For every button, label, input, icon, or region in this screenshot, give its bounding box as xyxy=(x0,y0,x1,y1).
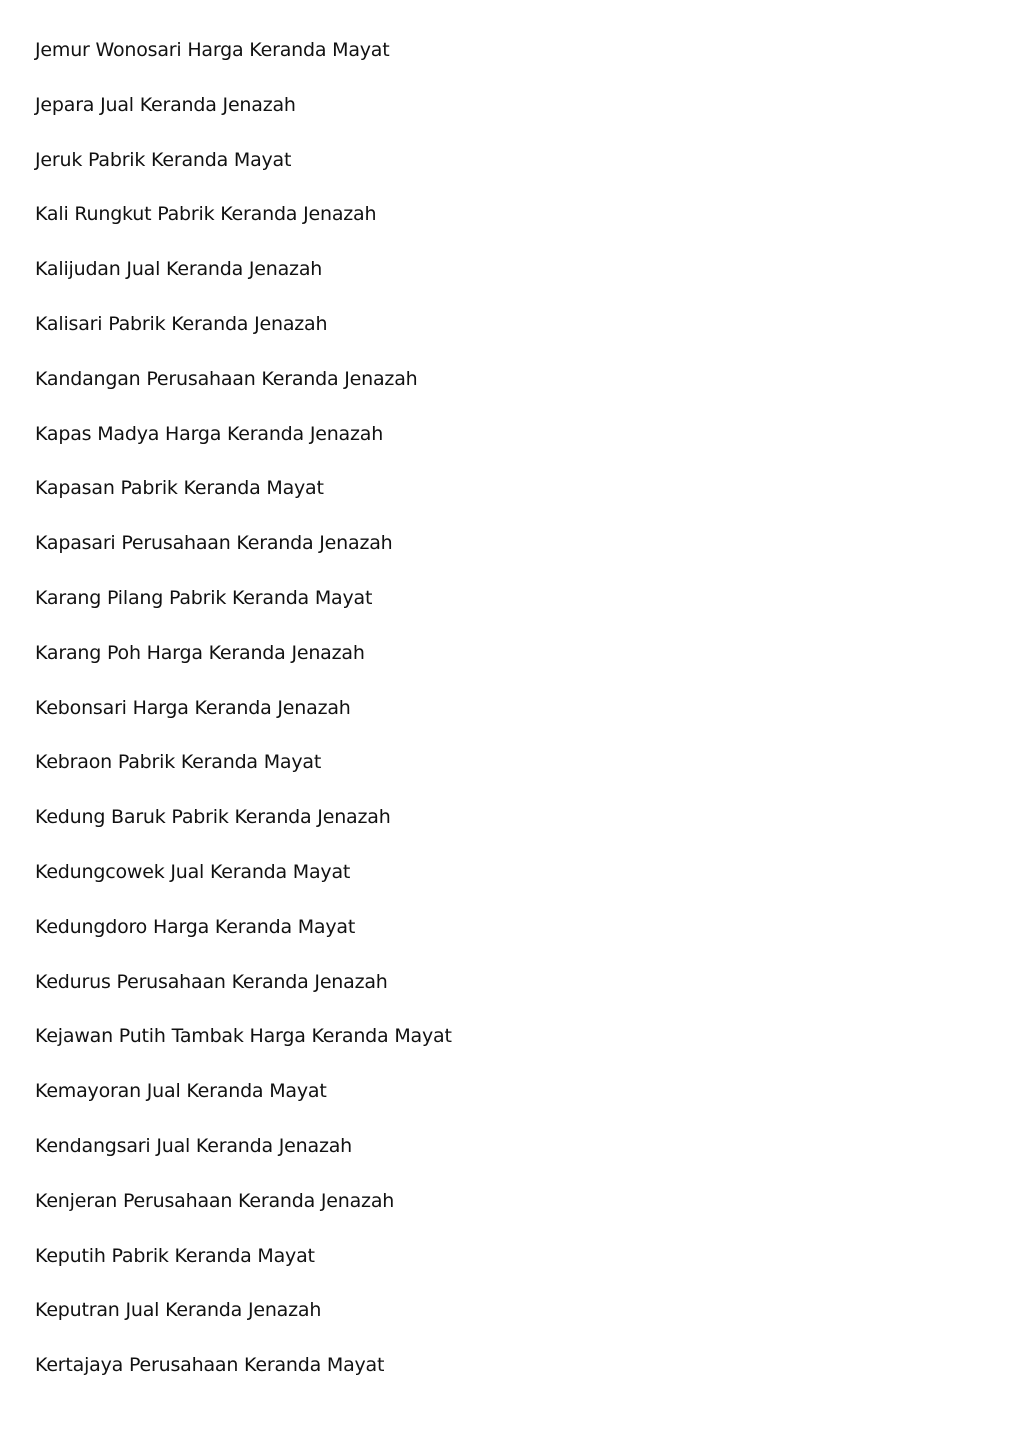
list-item: Kapasan Pabrik Keranda Mayat xyxy=(35,477,324,500)
list-item: Kedungdoro Harga Keranda Mayat xyxy=(35,915,356,938)
list-item: Karang Poh Harga Keranda Jenazah xyxy=(35,641,365,664)
list-item: Kalisari Pabrik Keranda Jenazah xyxy=(35,312,328,335)
list-item: Keputran Jual Keranda Jenazah xyxy=(35,1299,322,1322)
list-item: Kali Rungkut Pabrik Keranda Jenazah xyxy=(35,203,377,226)
list-item: Kertajaya Perusahaan Keranda Mayat xyxy=(35,1354,385,1377)
location-list xyxy=(35,36,452,1406)
list-item: Keputih Pabrik Keranda Mayat xyxy=(35,1244,315,1267)
list-item: Kebraon Pabrik Keranda Mayat xyxy=(35,751,322,774)
list-item: Karang Pilang Pabrik Keranda Mayat xyxy=(35,586,373,609)
list-item: Kenjeran Perusahaan Keranda Jenazah xyxy=(35,1189,395,1212)
list-item: Kedung Baruk Pabrik Keranda Jenazah xyxy=(35,806,391,829)
list-item: Kedurus Perusahaan Keranda Jenazah xyxy=(35,970,388,993)
list-item: Kapas Madya Harga Keranda Jenazah xyxy=(35,422,384,445)
list-item: Kalijudan Jual Keranda Jenazah xyxy=(35,258,323,281)
list-item: Kemayoran Jual Keranda Mayat xyxy=(35,1080,327,1103)
list-item: Jepara Jual Keranda Jenazah xyxy=(35,93,296,116)
list-item: Kendangsari Jual Keranda Jenazah xyxy=(35,1134,353,1157)
list-item: Kedungcowek Jual Keranda Mayat xyxy=(35,860,351,883)
list-item: Jemur Wonosari Harga Keranda Mayat xyxy=(35,39,390,61)
list-item: Kejawan Putih Tambak Harga Keranda Mayat xyxy=(35,1025,452,1048)
list-item: Kandangan Perusahaan Keranda Jenazah xyxy=(35,367,418,390)
list-item: Kebonsari Harga Keranda Jenazah xyxy=(35,696,351,719)
list-item: Jeruk Pabrik Keranda Mayat xyxy=(35,148,292,171)
list-item: Kapasari Perusahaan Keranda Jenazah xyxy=(35,532,393,555)
